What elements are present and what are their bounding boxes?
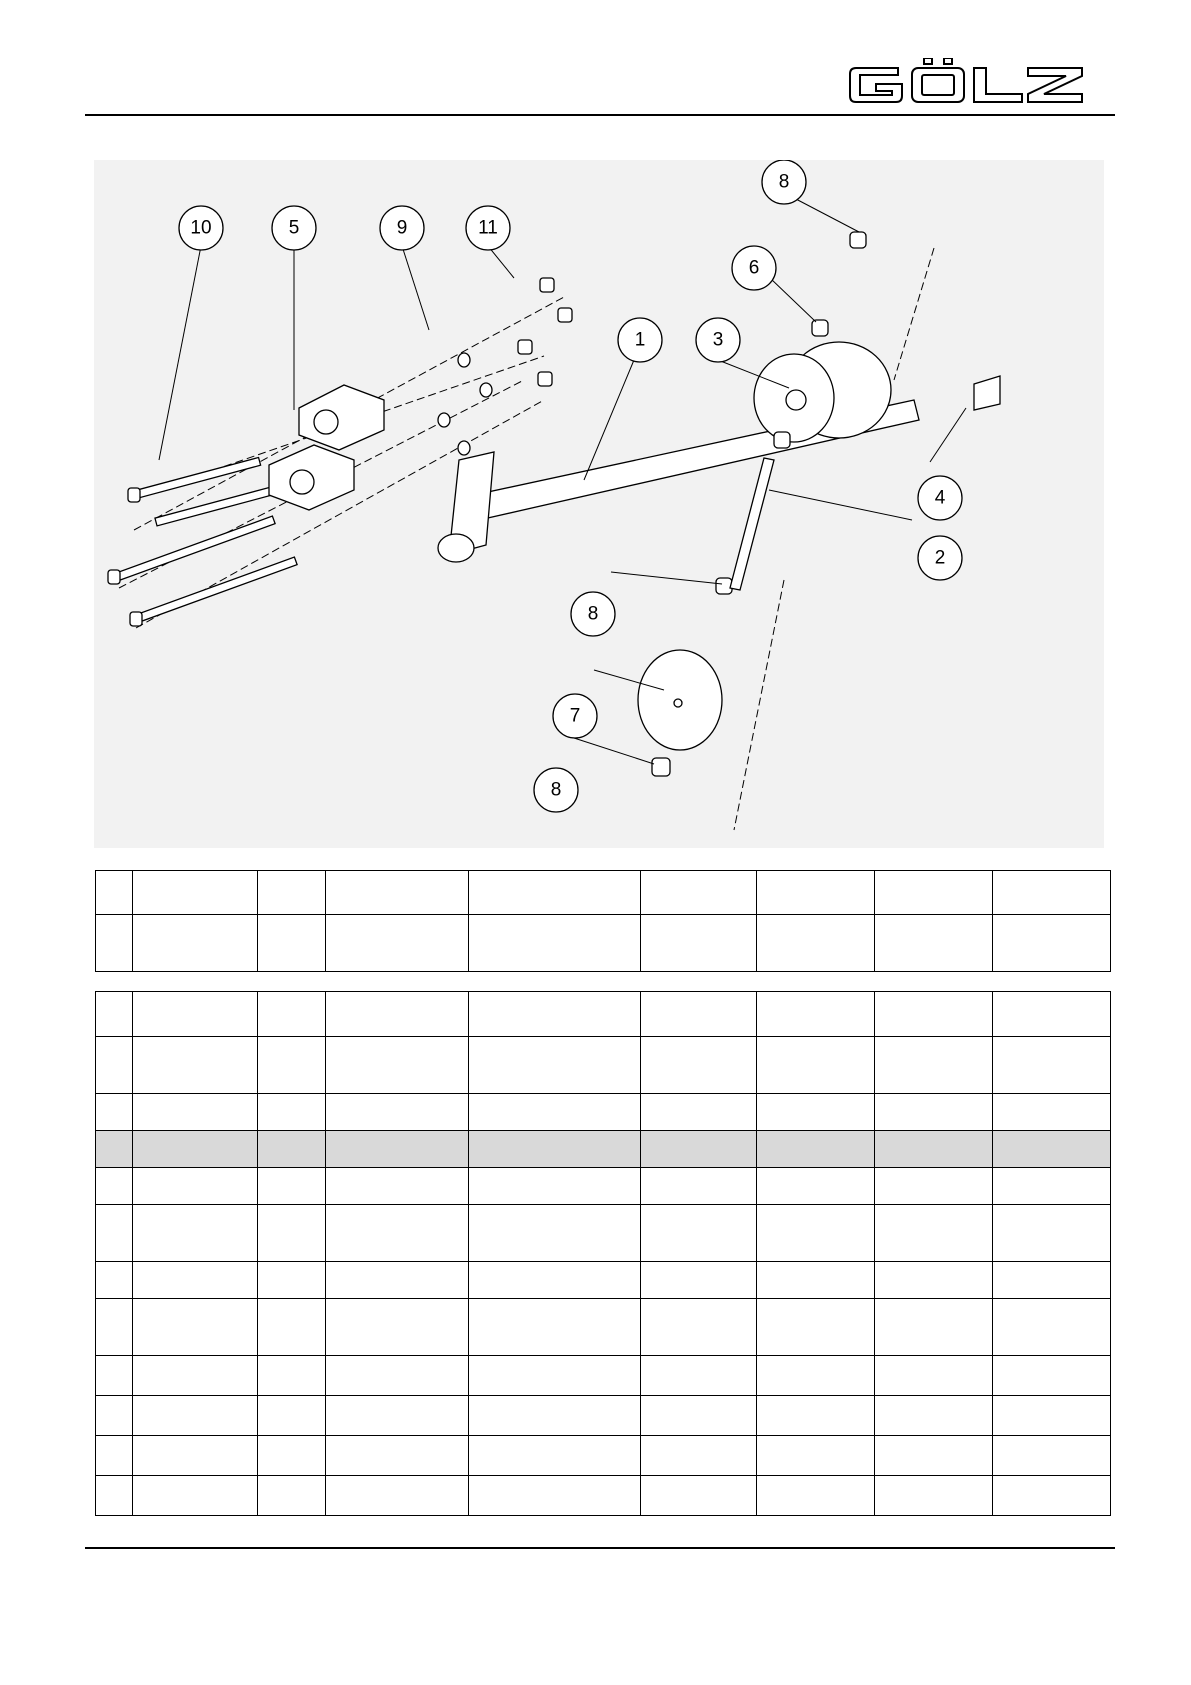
table-cell (875, 1476, 993, 1516)
table-cell (993, 1205, 1111, 1262)
table-cell (875, 1131, 993, 1168)
table-row (96, 992, 1111, 1037)
table-cell (469, 1168, 641, 1205)
callout-label: 6 (748, 257, 760, 279)
table-cell (875, 1037, 993, 1094)
table-cell (469, 871, 641, 915)
table-cell (133, 1476, 258, 1516)
table-cell (875, 1168, 993, 1205)
table-cell (641, 1168, 757, 1205)
table-cell (641, 1205, 757, 1262)
table-cell (641, 1396, 757, 1436)
table-cell (96, 1131, 133, 1168)
table-row (96, 915, 1111, 972)
table-cell (258, 992, 326, 1037)
table-cell (96, 1476, 133, 1516)
header-table (95, 870, 1111, 972)
brand-logo (846, 58, 1086, 110)
table-cell (993, 1356, 1111, 1396)
table-cell (641, 871, 757, 915)
table-cell (875, 992, 993, 1037)
table-cell (993, 1436, 1111, 1476)
table-cell (993, 1299, 1111, 1356)
table-cell (133, 1299, 258, 1356)
table-cell (133, 1037, 258, 1094)
table-cell (993, 1131, 1111, 1168)
table-cell (875, 1094, 993, 1131)
callout-label: 5 (288, 217, 300, 239)
table-row (96, 1131, 1111, 1168)
table-cell (326, 1037, 469, 1094)
table-cell (641, 1436, 757, 1476)
table-cell (96, 1436, 133, 1476)
table-cell (96, 915, 133, 972)
table-cell (757, 1396, 875, 1436)
table-cell (326, 992, 469, 1037)
table-cell (875, 915, 993, 972)
table-cell (258, 915, 326, 972)
table-cell (469, 1094, 641, 1131)
table-cell (993, 992, 1111, 1037)
callout-label: 8 (587, 603, 599, 625)
callout-label: 1 (634, 329, 646, 351)
table-cell (641, 992, 757, 1037)
table-cell (258, 1476, 326, 1516)
callout-label: 2 (934, 547, 946, 569)
goelz-logo-icon (846, 58, 1086, 110)
table-cell (133, 1262, 258, 1299)
footer-rule (85, 1547, 1115, 1549)
table-cell (326, 1094, 469, 1131)
table-cell (326, 1476, 469, 1516)
table-cell (641, 1131, 757, 1168)
table-cell (641, 1037, 757, 1094)
table-cell (875, 1436, 993, 1476)
header-rule (85, 114, 1115, 116)
table-cell (993, 1262, 1111, 1299)
table-cell (993, 1037, 1111, 1094)
table-row (96, 871, 1111, 915)
table-cell (133, 1205, 258, 1262)
table-cell (258, 1299, 326, 1356)
table-cell (96, 1356, 133, 1396)
table-cell (875, 1262, 993, 1299)
table-cell (757, 1262, 875, 1299)
table-cell (133, 1094, 258, 1131)
table-cell (133, 1356, 258, 1396)
table-cell (757, 1131, 875, 1168)
table-cell (258, 871, 326, 915)
table-cell (96, 992, 133, 1037)
table-row (96, 1094, 1111, 1131)
table-cell (96, 1094, 133, 1131)
table-row (96, 1037, 1111, 1094)
table-row (96, 1299, 1111, 1356)
table-cell (641, 915, 757, 972)
table-cell (469, 1205, 641, 1262)
table-cell (469, 1131, 641, 1168)
table-cell (258, 1262, 326, 1299)
table-cell (258, 1037, 326, 1094)
table-row (96, 1205, 1111, 1262)
table-cell (326, 871, 469, 915)
table-cell (875, 1356, 993, 1396)
callout-label: 7 (569, 705, 581, 727)
table-cell (757, 871, 875, 915)
callout-label: 11 (478, 217, 498, 239)
table-cell (133, 992, 258, 1037)
table-cell (993, 1094, 1111, 1131)
table-cell (469, 1476, 641, 1516)
table-cell (469, 992, 641, 1037)
table-cell (96, 1168, 133, 1205)
table-cell (326, 1205, 469, 1262)
table-cell (133, 1396, 258, 1436)
table-row (96, 1356, 1111, 1396)
table-cell (326, 1262, 469, 1299)
parts-list-table (95, 991, 1111, 1516)
callout-label: 4 (934, 487, 946, 509)
table-cell (757, 1299, 875, 1356)
table-cell (133, 1436, 258, 1476)
table-row (96, 1168, 1111, 1205)
table-row (96, 1396, 1111, 1436)
table-cell (326, 1396, 469, 1436)
table-cell (258, 1168, 326, 1205)
table-cell (469, 1356, 641, 1396)
table-cell (96, 1037, 133, 1094)
callout-label: 10 (190, 217, 212, 239)
table-cell (96, 871, 133, 915)
table-cell (757, 1356, 875, 1396)
table-cell (469, 1299, 641, 1356)
assembly-illustration (94, 160, 1104, 848)
table-cell (875, 1299, 993, 1356)
table-cell (96, 1396, 133, 1436)
table-cell (326, 1436, 469, 1476)
callout-label: 8 (550, 779, 562, 801)
table-cell (757, 1168, 875, 1205)
table-cell (757, 915, 875, 972)
table-cell (993, 1168, 1111, 1205)
table-cell (757, 1037, 875, 1094)
table-row (96, 1262, 1111, 1299)
table-cell (875, 1205, 993, 1262)
table-cell (641, 1262, 757, 1299)
table-cell (258, 1094, 326, 1131)
table-row (96, 1476, 1111, 1516)
table-cell (133, 871, 258, 915)
table-cell (133, 1168, 258, 1205)
exploded-assembly-drawing (94, 160, 1104, 848)
table-cell (641, 1356, 757, 1396)
table-cell (96, 1205, 133, 1262)
table-cell (258, 1205, 326, 1262)
table-cell (258, 1396, 326, 1436)
table-cell (641, 1299, 757, 1356)
table-cell (96, 1299, 133, 1356)
table-cell (993, 871, 1111, 915)
callout-label: 3 (712, 329, 724, 351)
table-cell (875, 1396, 993, 1436)
callout-label: 8 (778, 171, 790, 193)
table-cell (133, 915, 258, 972)
table-cell (641, 1094, 757, 1131)
table-cell (469, 1396, 641, 1436)
table-cell (258, 1436, 326, 1476)
callout-label: 9 (396, 217, 408, 239)
table-cell (258, 1131, 326, 1168)
table-cell (469, 915, 641, 972)
table-cell (469, 1262, 641, 1299)
table-row (96, 1436, 1111, 1476)
table-cell (641, 1476, 757, 1516)
table-cell (258, 1356, 326, 1396)
table-cell (96, 1262, 133, 1299)
table-cell (993, 1396, 1111, 1436)
table-cell (993, 915, 1111, 972)
table-cell (133, 1131, 258, 1168)
table-cell (757, 992, 875, 1037)
table-cell (875, 871, 993, 915)
table-cell (757, 1205, 875, 1262)
table-cell (469, 1037, 641, 1094)
table-cell (469, 1436, 641, 1476)
table-cell (993, 1476, 1111, 1516)
table-cell (326, 1131, 469, 1168)
table-cell (757, 1094, 875, 1131)
table-cell (326, 1168, 469, 1205)
table-cell (326, 915, 469, 972)
table-cell (757, 1476, 875, 1516)
table-cell (757, 1436, 875, 1476)
table-cell (326, 1356, 469, 1396)
table-cell (326, 1299, 469, 1356)
